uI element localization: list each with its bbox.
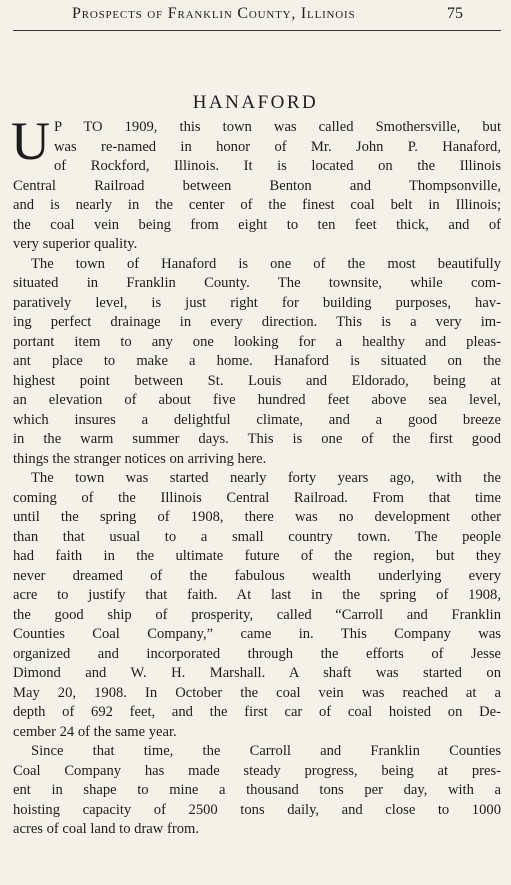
drop-cap: U [11,111,48,171]
article-body [11,111,501,840]
text-line: never dreamed of the fabulous wealth underlying every [13,567,501,584]
text-line: things the stranger notices on arriving here. [13,450,267,467]
text-line: and is nearly in the center of the finest coal belt in Illinois; [13,197,501,213]
article-title: HANAFORD [192,91,319,113]
text-line: the coal vein being from eight to ten feet thick, and of [13,216,501,233]
text-line: highest point between St. Louis and Eldorado, being at [13,372,501,389]
running-title: Prospects of Franklin County, Illinois [72,5,356,22]
text-line: until the spring of 1908, there was no development other [13,509,501,525]
text-line: which insures a delightful climate, and a good breeze [13,411,501,428]
text-line: Dimond and W. H. Marshall. A shaft was started on [13,665,501,681]
text-line: ant place to make a home. Hanaford is situated on the [13,353,501,369]
text-line: May 20, 1908. In October the coal vein was reached at a [13,684,501,701]
text-line: an elevation of about five hundred feet above sea level, [13,392,501,408]
text-line: coming of the Illinois Central Railroad. From that time [13,489,501,506]
text-line: had faith in the ultimate future of the region, but they [13,548,501,564]
text-line: The town of Hanaford is one of the most beautifully [31,255,501,272]
text-line: acre to justify that faith. At last in the spring of 1908, [13,587,501,603]
paragraph-4 [13,742,501,840]
text-line: P TO 1909, this town was called Smothersville, but [54,119,501,135]
page-number: 75 [447,5,463,22]
text-line: acres of coal land to draw from. [13,821,199,837]
text-line: Since that time, the Carroll and Franklin Counties [31,743,501,759]
text-line: Counties Coal Company,” came in. This Company was [13,626,501,642]
text-line: ing perfect drainage in every direction. This is a very im- [13,314,501,330]
text-line: the good ship of prosperity, called “Carroll and Franklin [13,606,501,623]
text-line: of Rockford, Illinois. It is located on the Illinois [54,158,501,174]
text-line: ent in shape to mine a thousand tons per day, with a [13,782,501,798]
text-line: situated in Franklin County. The townsite, while com- [13,275,501,291]
text-line: hoisting capacity of 2500 tons daily, and close to 1000 [13,801,501,818]
text-line: paratively level, is just right for building purposes, hav- [13,294,501,311]
text-line: organized and incorporated through the efforts of Jesse [13,645,501,662]
text-line: cember 24 of the same year. [13,723,177,740]
text-line: than that usual to a small country town. The people [13,528,501,545]
paragraph-1 [11,111,501,255]
text-line: was re-named in honor of Mr. John P. Hanaford, [54,138,501,155]
header-rule [13,30,501,31]
text-line: Coal Company has made steady progress, being at pres- [13,762,501,779]
text-line: depth of 692 feet, and the first car of coal hoisted on De- [13,704,501,720]
paragraph-2 [13,255,501,470]
text-line: portant item to any one looking for a healthy and pleas- [13,333,501,350]
text-line: Central Railroad between Benton and Thompsonville, [13,177,501,194]
text-line: The town was started nearly forty years ago, with the [31,470,501,486]
paragraph-3 [13,469,501,742]
text-line: in the warm summer days. This is one of the first good [13,431,501,447]
text-line: very superior quality. [13,236,138,252]
running-header [0,0,511,34]
